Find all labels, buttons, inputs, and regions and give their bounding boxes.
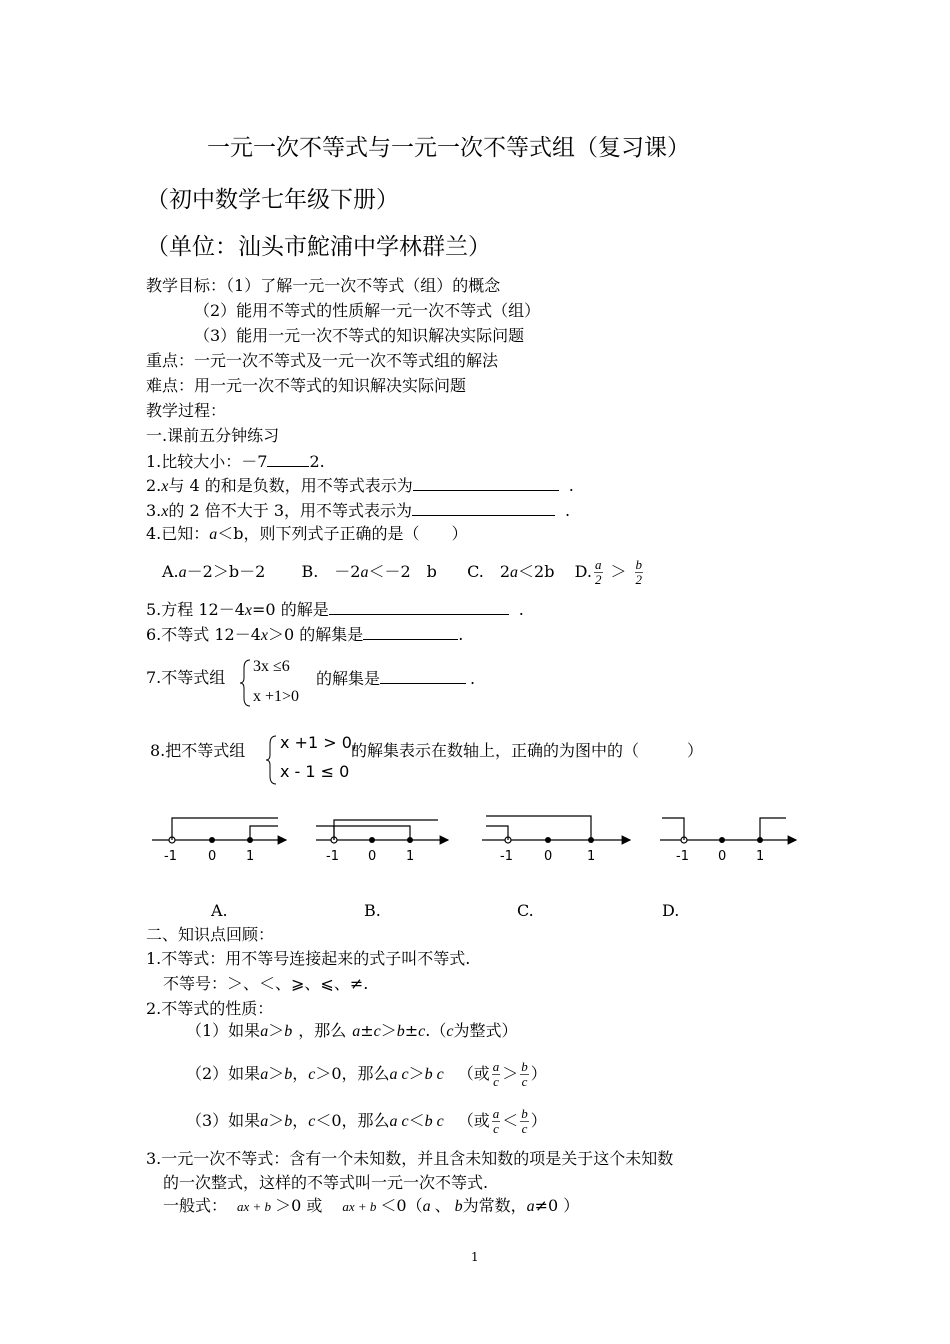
q3-var: x	[161, 503, 169, 520]
tick-label: 1	[587, 849, 596, 864]
property-3: （3）如果a＞b，c＜0，那么a c＜b c （或 $\frac{a}{c}$ ＜ $\frac{b}{c}$ ）	[186, 1106, 547, 1136]
question-3	[146, 499, 570, 523]
q6-blank[interactable]	[363, 623, 458, 640]
property-1: （1）如果a＞b ，那么 a±c＞b±c.（c为整式）	[186, 1021, 518, 1040]
document-title: 一元一次不等式与一元一次不等式组（复习课）	[207, 135, 690, 161]
q4-num: 4.已知：	[146, 524, 210, 543]
q6-var: x	[260, 627, 269, 644]
q5-blank[interactable]	[329, 598, 509, 615]
q6-text: 6.不等式 12－4	[146, 625, 261, 644]
q4-option-c[interactable]: C. 2a＜2b	[467, 562, 555, 581]
tick-label: 0	[208, 849, 217, 864]
q8-brace	[266, 734, 278, 786]
closed-point-icon	[209, 837, 215, 843]
question-2	[146, 474, 574, 498]
number-line-c[interactable]	[482, 816, 630, 864]
goal-2: （2）能用不等式的性质解一元一次不等式（组）	[194, 301, 541, 320]
q8-text: 的解集表示在数轴上，正确的为图中的（ ）	[351, 741, 704, 760]
q5-var: x	[244, 602, 253, 619]
q2-blank[interactable]	[413, 474, 559, 491]
q6-end: .	[458, 625, 464, 644]
closed-point-icon	[545, 837, 551, 843]
q2-var: x	[161, 478, 169, 495]
question-1	[146, 450, 325, 473]
tick-label: -1	[326, 849, 339, 864]
q7-text: 的解集是 .	[316, 669, 476, 688]
q7-inequality-1: 3x ≤6	[253, 658, 290, 675]
question-4	[146, 523, 468, 546]
choice-label-c: C.	[517, 901, 534, 920]
goal-1: （1）了解一元一次不等式（组）的概念	[226, 276, 501, 295]
q8-inequality-1: x +1 > 0,	[280, 733, 357, 752]
q7-label: 7.不等式组	[146, 668, 226, 687]
document-subtitle-grade: （初中数学七年级下册）	[146, 187, 399, 213]
goals-line-1	[146, 275, 500, 297]
choice-label-b: B.	[364, 901, 381, 920]
q6-text-2: ＞0 的解集是	[268, 625, 364, 644]
document-subtitle-unit: （单位：汕头市鮀浦中学林群兰）	[146, 234, 491, 260]
tick-label: -1	[500, 849, 513, 864]
goal-3: （3）能用一元一次不等式的知识解决实际问题	[194, 326, 525, 345]
q1-text-end: 2.	[309, 452, 325, 471]
q2-text: 与 4 的和是负数，用不等式表示为	[168, 476, 413, 495]
q4-var: a	[209, 526, 218, 543]
knowledge-2-title: 2.不等式的性质：	[146, 999, 274, 1018]
process-label: 教学过程：	[146, 401, 227, 420]
question-5	[146, 598, 524, 622]
q8-number-lines	[146, 800, 806, 875]
q3-blank[interactable]	[412, 499, 555, 516]
section-1-heading: 一.课前五分钟练习	[146, 426, 280, 445]
q3-text: 的 2 倍不大于 3，用不等式表示为	[168, 501, 412, 520]
number-line-d[interactable]	[660, 818, 796, 864]
tick-label: 1	[246, 849, 255, 864]
q7-inequality-2: x +1>0	[253, 688, 300, 705]
q7-brace	[240, 658, 252, 708]
q3-num: 3.	[146, 501, 162, 520]
q1-text: 1.比较大小：－7	[146, 452, 268, 471]
choice-label-d: D.	[662, 901, 680, 920]
page-number: 1	[471, 1250, 479, 1264]
choice-label-a: A.	[211, 901, 228, 920]
tick-label: 0	[718, 849, 727, 864]
q4-options	[162, 558, 645, 587]
tick-label: 0	[544, 849, 553, 864]
q8-label: 8.把不等式组	[150, 741, 246, 760]
tick-label: -1	[676, 849, 689, 864]
q5-text-2: =0 的解是	[252, 600, 329, 619]
q2-end: .	[568, 476, 574, 495]
tick-label: 1	[756, 849, 765, 864]
knowledge-1-signs: 不等号：＞、＜、⩾、⩽、≠.	[163, 974, 369, 993]
q5-end: .	[518, 600, 524, 619]
closed-point-icon	[719, 837, 725, 843]
q7-blank[interactable]	[380, 667, 466, 684]
property-2: （2）如果a＞b，c＞0，那么a c＞b c （或 $\frac{a}{c}$ ＞ $\frac{b}{c}$ ）	[186, 1059, 547, 1089]
question-6	[146, 623, 463, 647]
q5-text: 5.方程 12－4	[146, 600, 245, 619]
q4-option-a[interactable]: A.a－2＞b－2	[162, 562, 266, 581]
closed-point-icon	[369, 837, 375, 843]
number-line-a[interactable]	[152, 818, 286, 864]
q4-option-d[interactable]: D. $\frac{a}{2}$ ＞ $\frac{b}{2}$	[574, 557, 643, 587]
key-point: 重点：一元一次不等式及一元一次不等式组的解法	[146, 351, 499, 370]
q4-text: ＜b，则下列式子正确的是（ ）	[217, 524, 468, 543]
knowledge-1: 1.不等式：用不等号连接起来的式子叫不等式.	[146, 949, 471, 968]
tick-label: 0	[368, 849, 377, 864]
q3-end: .	[565, 501, 571, 520]
knowledge-3-line-1: 3.一元一次不等式：含有一个未知数，并且含未知数的项是关于这个未知数	[146, 1149, 674, 1168]
number-line-b[interactable]	[316, 820, 448, 864]
knowledge-3-line-2: 的一次整式，这样的不等式叫一元一次不等式.	[163, 1173, 489, 1192]
general-form: 一般式： ax + b ＞0 或 ax + b ＜0（a 、 b为常数，a≠0 ）	[163, 1196, 580, 1215]
q8-inequality-2: x - 1 ≤ 0	[280, 762, 350, 781]
q1-blank[interactable]	[267, 450, 309, 467]
q4-option-b[interactable]: B. －2a＜－2 b	[301, 562, 437, 581]
q2-num: 2.	[146, 476, 162, 495]
section-2-heading: 二、知识点回顾：	[146, 925, 275, 944]
tick-label: 1	[406, 849, 415, 864]
difficulty: 难点：用一元一次不等式的知识解决实际问题	[146, 376, 467, 395]
tick-label: -1	[164, 849, 177, 864]
goals-label: 教学目标：	[146, 276, 227, 295]
